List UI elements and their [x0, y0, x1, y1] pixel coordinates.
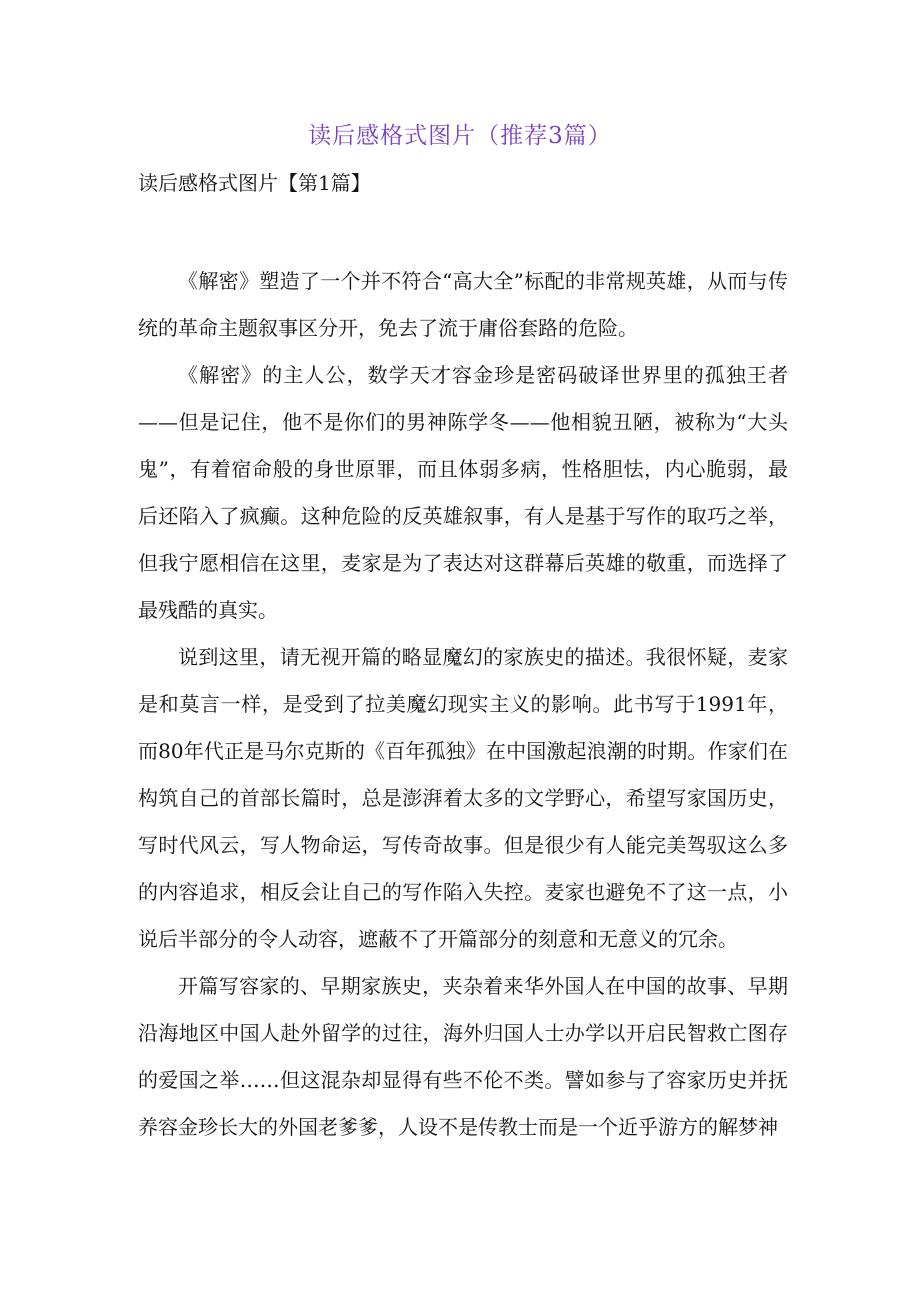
document-title: 读后感格式图片（推荐3篇）	[308, 123, 612, 149]
paragraph-3: 说到这里，请无视开篇的略显魔幻的家族史的描述。我很怀疑，麦家是和莫言一样，是受到了拉美魔幻现实主义的影响。此书写于1991年，而80年代正是马尔克斯的《百年孤独》在中国激起浪潮的时期。作家们在构筑自己的首部长篇时，总是澎湃着太多的文学野心，希望写家国历史，写时代风云，写人物命运，写传奇故事。但是很少有人能完美驾驭这么多的内容追求，相反会让自己的写作陷入失控。麦家也避免不了这一点，小说后半部分的令人动容，遮蔽不了开篇部分的刻意和无意义的冗余。	[138, 645, 788, 951]
section-heading: 读后感格式图片【第1篇】	[138, 171, 371, 195]
article-body	[138, 258, 788, 1151]
paragraph-2: 《解密》的主人公，数学天才容金珍是密码破译世界里的孤独王者——但是记住，他不是你们的男神陈学冬——他相貌丑陋，被称为“大头鬼”，有着宿命般的身世原罪，而且体弱多病，性格胆怯，内心脆弱，最后还陷入了疯癫。这种危险的反英雄叙事，有人是基于写作的取巧之举，但我宁愿相信在这里，麦家是为了表达对这群幕后英雄的敬重，而选择了最残酷的真实。	[138, 363, 788, 622]
paragraph-1: 《解密》塑造了一个并不符合“高大全”标配的非常规英雄，从而与传统的革命主题叙事区分开，免去了流于庸俗套路的危险。	[138, 269, 788, 340]
paragraph-4: 开篇写容家的、早期家族史，夹杂着来华外国人在中国的故事、早期沿海地区中国人赴外留学的过往，海外归国人士办学以开启民智救亡图存的爱国之举……但这混杂却显得有些不伦不类。譬如参与了容家历史并抚养容金珍长大的外国老爹爹，人设不是传教士而是一个近乎游方的解梦神	[138, 974, 788, 1139]
